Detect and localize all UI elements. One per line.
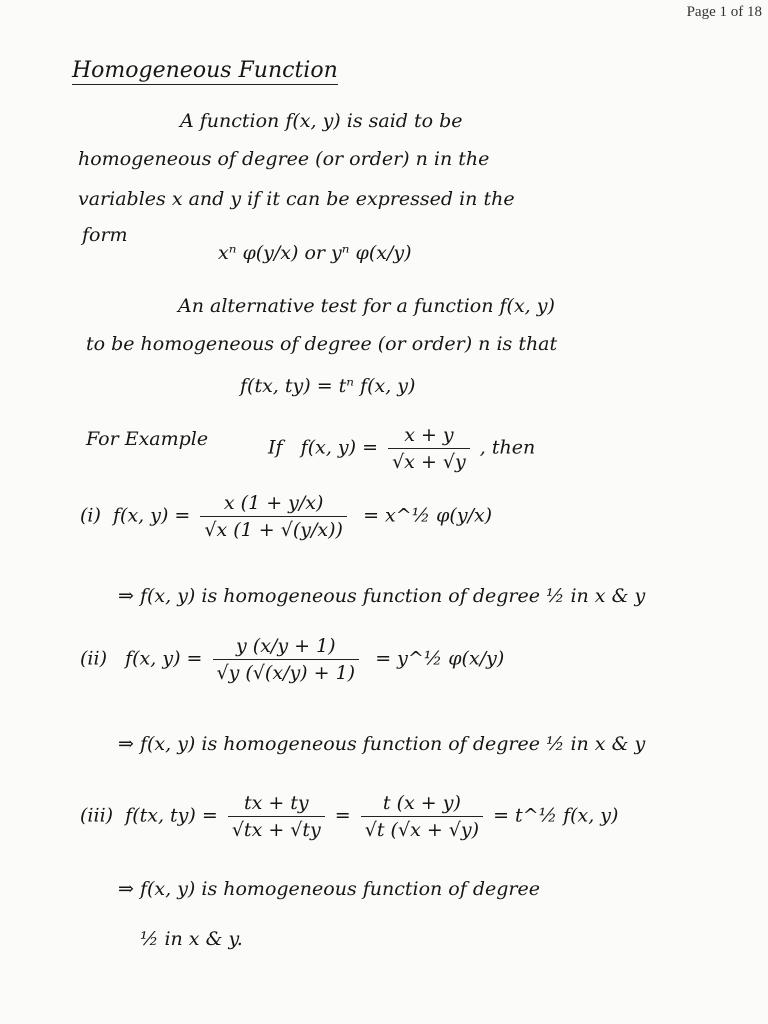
alternative-line-2: to be homogeneous of degree (or order) n is that xyxy=(86,333,558,355)
example-then: , then xyxy=(479,436,536,459)
part-ii-label: (ii) xyxy=(80,647,107,670)
definition-line-1: A function f(x, y) is said to be xyxy=(180,110,463,132)
part-iii-equation: (iii) f(tx, ty) = $\frac{tx + ty}{√tx + √ty}$ = $\frac{t (x + y)}{√t (√x + √y)}$ = t^½ f(x, y) xyxy=(80,792,619,841)
part-iii-conclusion-1: ⇒ f(x, y) is homogeneous function of degree xyxy=(118,878,540,900)
example-equation xyxy=(268,424,535,473)
part-i-equation xyxy=(80,492,492,541)
definition-form: xⁿ φ(y/x) or yⁿ φ(x/y) xyxy=(218,242,412,264)
alternative-formula: f(tx, ty) = tⁿ f(x, y) xyxy=(240,375,416,397)
example-if: If xyxy=(268,436,283,459)
part-iii-mid-fraction xyxy=(361,792,483,841)
part-ii-equation xyxy=(80,635,504,684)
part-ii-rhs: = y^½ φ(x/y) xyxy=(375,647,505,670)
example-numerator: x + y xyxy=(404,424,454,446)
alternative-line-1: An alternative test for a function f(x, y) xyxy=(178,295,555,317)
part-ii-numerator: y (x/y + 1) xyxy=(236,635,336,657)
example-lhs: f(x, y) = xyxy=(300,436,379,459)
part-i-conclusion: ⇒ f(x, y) is homogeneous function of degree ½ in x & y xyxy=(118,585,646,607)
part-i-numerator: x (1 + y/x) xyxy=(223,492,324,514)
part-iii-conclusion-2: ½ in x & y. xyxy=(140,928,243,950)
part-i-lhs: f(x, y) = xyxy=(113,504,191,527)
definition-line-4: form xyxy=(82,224,128,246)
page-title: Homogeneous Function xyxy=(72,58,338,83)
part-i-rhs: = x^½ φ(y/x) xyxy=(363,504,493,527)
part-ii-conclusion: ⇒ f(x, y) is homogeneous function of degree ½ in x & y xyxy=(118,733,646,755)
part-iii-rhs: = t^½ f(x, y) xyxy=(493,804,619,827)
part-ii-lhs: f(x, y) = xyxy=(125,647,203,670)
definition-line-2: homogeneous of degree (or order) n in the xyxy=(78,148,490,170)
part-iii-denominator: √tx + √ty xyxy=(228,816,325,841)
part-iii-fraction xyxy=(228,792,325,841)
part-iii-numerator: tx + ty xyxy=(243,792,309,814)
definition-line-3: variables x and y if it can be expressed in the xyxy=(78,188,515,210)
example-denominator: √x + √y xyxy=(388,448,470,473)
page-counter: Page 1 of 18 xyxy=(686,4,762,20)
part-i-fraction xyxy=(200,492,347,541)
part-i-label: (i) xyxy=(80,504,101,527)
part-iii-mid-denominator: √t (√x + √y) xyxy=(361,816,483,841)
example-fraction xyxy=(388,424,470,473)
part-iii-lhs: f(tx, ty) = xyxy=(125,804,218,827)
part-i-denominator: √x (1 + √(y/x)) xyxy=(200,516,347,541)
example-label: For Example xyxy=(86,428,209,450)
part-ii-fraction xyxy=(213,635,360,684)
part-iii-label: (iii) xyxy=(80,804,114,827)
part-ii-denominator: √y (√(x/y) + 1) xyxy=(213,659,360,684)
part-iii-mid-numerator: t (x + y) xyxy=(382,792,461,814)
